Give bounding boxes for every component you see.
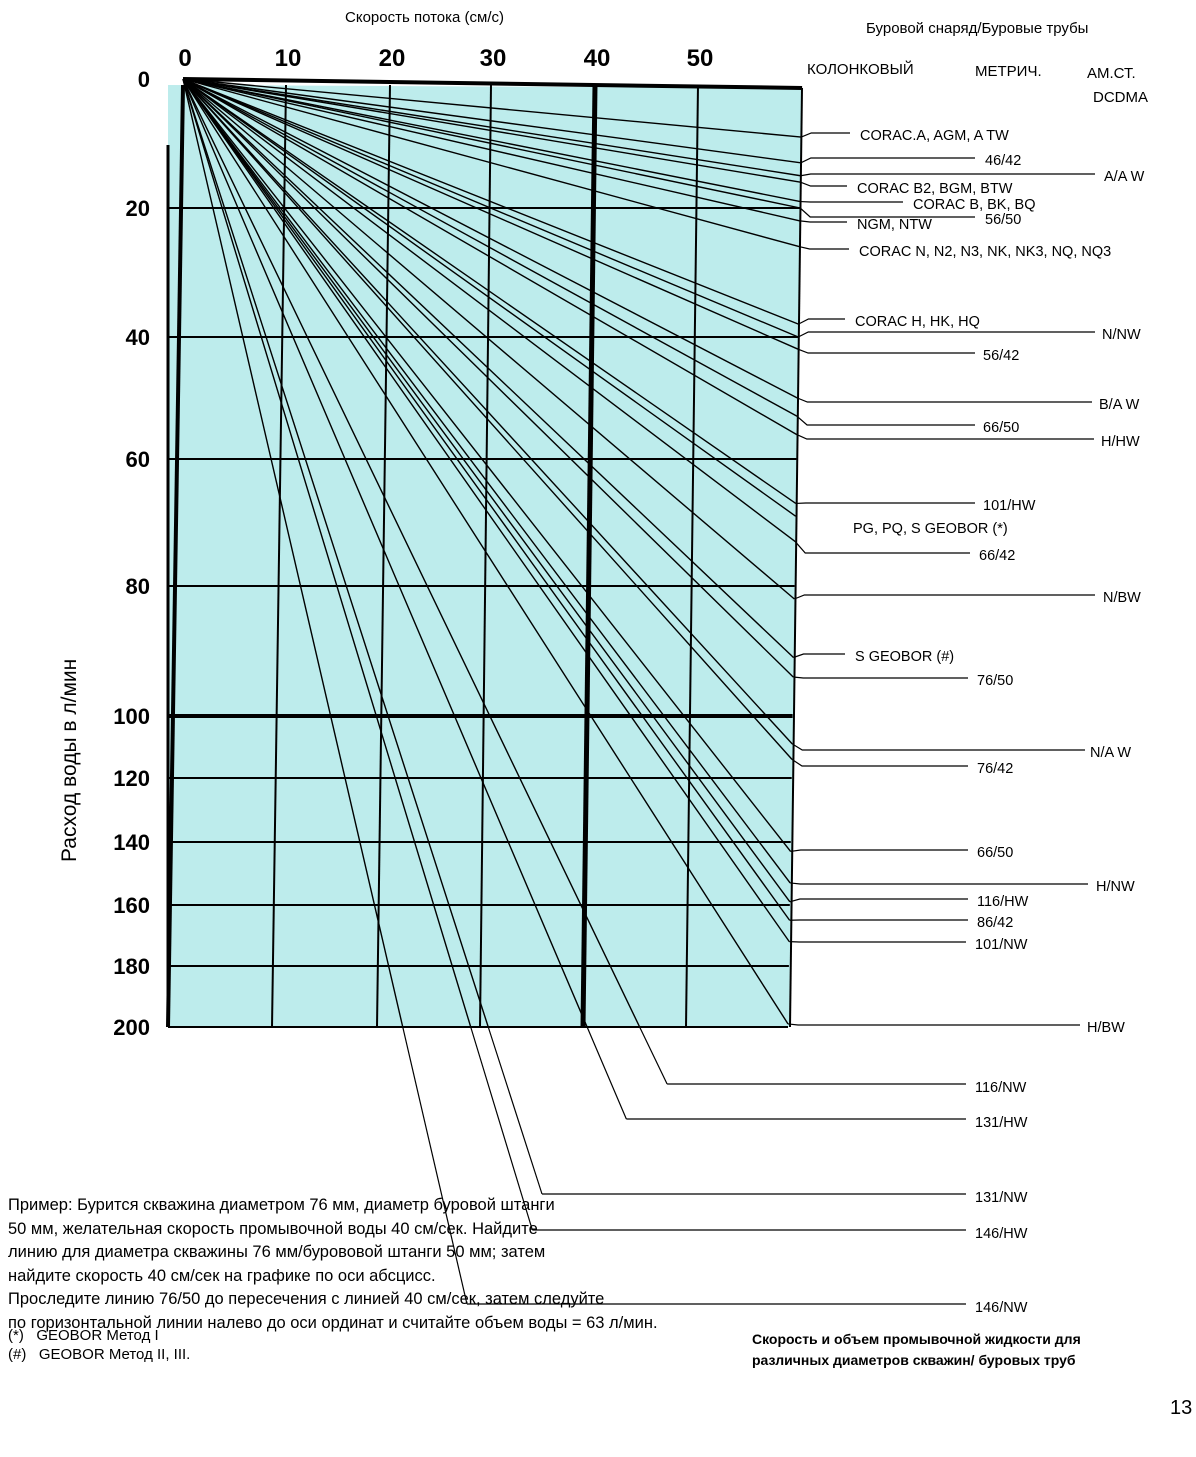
chart-caption-line-2: различных диаметров скважин/ буровых труб: [752, 1352, 1076, 1368]
y-tick-label-160: 160: [113, 893, 150, 918]
series-label-12: 66/50: [983, 420, 1020, 436]
leader-line-20: [792, 744, 1085, 750]
series-label-20: N/A W: [1090, 745, 1132, 761]
x-tick-label-30: 30: [479, 45, 507, 72]
series-label-17: N/BW: [1103, 590, 1141, 606]
example-note-line-3: найдите скорость 40 см/сек на графике по оси абсцисс.: [8, 1266, 436, 1285]
leader-line-7: [800, 247, 849, 249]
leader-line-10: [798, 349, 975, 353]
series-label-24: 116/HW: [977, 894, 1029, 910]
x-tick-label-40: 40: [583, 45, 611, 72]
leader-line-11: [797, 398, 1092, 402]
series-label-18: S GEOBOR (#): [855, 649, 955, 665]
series-label-16: 66/42: [979, 548, 1016, 564]
page-number: 13: [1170, 1397, 1193, 1419]
leader-line-13: [797, 435, 1094, 439]
footnote-geobor-1: (*) GEOBOR Метод I: [8, 1327, 159, 1344]
leader-line-1: [801, 158, 975, 163]
y-tick-label-0: 0: [137, 67, 150, 92]
y-tick-label-180: 180: [113, 954, 150, 979]
series-label-23: H/NW: [1096, 879, 1135, 895]
column-header-metric: МЕТРИЧ.: [975, 63, 1042, 80]
leader-line-27: [788, 1024, 1080, 1025]
example-note-line-1: 50 мм, желательная скорость промывочной воды 40 см/сек. Найдите: [8, 1219, 538, 1238]
series-label-22: 66/50: [977, 845, 1014, 861]
y-tick-label-200: 200: [113, 1015, 150, 1040]
series-label-5: 56/50: [985, 212, 1022, 228]
series-label-8: CORAC H, HK, HQ: [855, 314, 980, 330]
series-label-11: B/A W: [1099, 397, 1140, 413]
series-label-6: NGM, NTW: [857, 217, 932, 233]
column-header-core: КОЛОНКОВЫЙ: [807, 61, 914, 78]
series-label-0: CORAC.A, AGM, A TW: [860, 128, 1009, 144]
series-label-7: CORAC N, N2, N3, NK, NK3, NQ, NQ3: [859, 244, 1112, 260]
series-label-10: 56/42: [983, 348, 1020, 364]
series-label-26: 101/NW: [975, 937, 1028, 953]
leader-line-18: [793, 654, 845, 658]
column-header-am-st: АМ.СТ.: [1087, 65, 1136, 82]
leader-line-2: [801, 174, 1095, 176]
example-note-line-4: Проследите линию 76/50 до пересечения с линией 40 см/сек, затем следуйте: [8, 1290, 605, 1308]
series-label-14: 101/HW: [983, 498, 1036, 514]
series-label-28: 116/NW: [975, 1080, 1027, 1096]
series-label-21: 76/42: [977, 761, 1014, 777]
x-tick-label-0: 0: [178, 45, 192, 72]
x-axis-title: Скорость потока (см/с): [345, 9, 504, 26]
leader-line-8: [798, 319, 845, 324]
example-note-line-2: линию для диаметра скважины 76 мм/бурововой штанги 50 мм; затем: [8, 1243, 546, 1261]
example-note-line-0: Пример: Бурится скважина диаметром 76 мм, диаметр буровой штанги: [8, 1196, 555, 1214]
leader-line-29: [587, 1027, 626, 1119]
example-notes: [8, 1194, 658, 1335]
series-label-1: 46/42: [985, 153, 1022, 169]
series-label-31: 146/HW: [975, 1226, 1028, 1242]
y-tick-label-20: 20: [125, 196, 150, 221]
leader-line-21: [792, 759, 968, 766]
series-label-27: H/BW: [1087, 1020, 1125, 1036]
x-tick-label-50: 50: [686, 45, 714, 72]
y-tick-label-40: 40: [125, 325, 150, 350]
leader-line-3: [801, 182, 847, 186]
series-label-3: CORAC B2, BGM, BTW: [857, 181, 1013, 197]
example-note-line-5: по горизонтальной линии налево до оси ординат и считайте объем воды = 63 л/мин.: [8, 1313, 658, 1332]
y-tick-label-120: 120: [113, 766, 150, 791]
leader-line-12: [797, 416, 975, 425]
y-tick-label-80: 80: [125, 574, 150, 599]
leader-line-22: [791, 850, 968, 851]
series-label-9: N/NW: [1102, 327, 1141, 343]
column-header-dcdma: DCDMA: [1093, 89, 1148, 106]
y-tick-label-140: 140: [113, 830, 150, 855]
series-label-29: 131/HW: [975, 1115, 1028, 1131]
leader-line-16: [795, 542, 970, 553]
leader-line-23: [790, 883, 1088, 884]
leader-line-28: [640, 1027, 667, 1084]
y-tick-label-100: 100: [113, 704, 150, 729]
series-label-32: 146/NW: [975, 1300, 1028, 1316]
x-tick-label-20: 20: [378, 45, 406, 72]
footnote-geobor-2: (#) GEOBOR Метод II, III.: [8, 1346, 191, 1363]
leader-line-0: [801, 133, 850, 137]
y-tick-label-60: 60: [125, 447, 150, 472]
series-label-30: 131/NW: [975, 1190, 1028, 1206]
column-header-group: Буровой снаряд/Буровые трубы: [866, 20, 1089, 37]
series-label-19: 76/50: [977, 673, 1014, 689]
leader-line-9: [798, 332, 1095, 337]
leader-line-19: [793, 677, 968, 678]
y-axis-title: Расход воды в л/мин: [58, 658, 81, 862]
leader-line-24: [790, 899, 968, 902]
series-label-25: 86/42: [977, 915, 1014, 931]
series-label-15: PG, PQ, S GEOBOR (*): [853, 521, 1008, 537]
leader-line-17: [794, 595, 1095, 599]
series-label-4: CORAC B, BK, BQ: [913, 197, 1036, 213]
leader-line-6: [800, 221, 847, 222]
chart-caption-line-1: Скорость и объем промывочной жидкости для: [752, 1331, 1081, 1347]
series-label-13: H/HW: [1101, 434, 1140, 450]
x-tick-label-10: 10: [274, 45, 302, 72]
series-label-2: A/A W: [1104, 169, 1145, 185]
